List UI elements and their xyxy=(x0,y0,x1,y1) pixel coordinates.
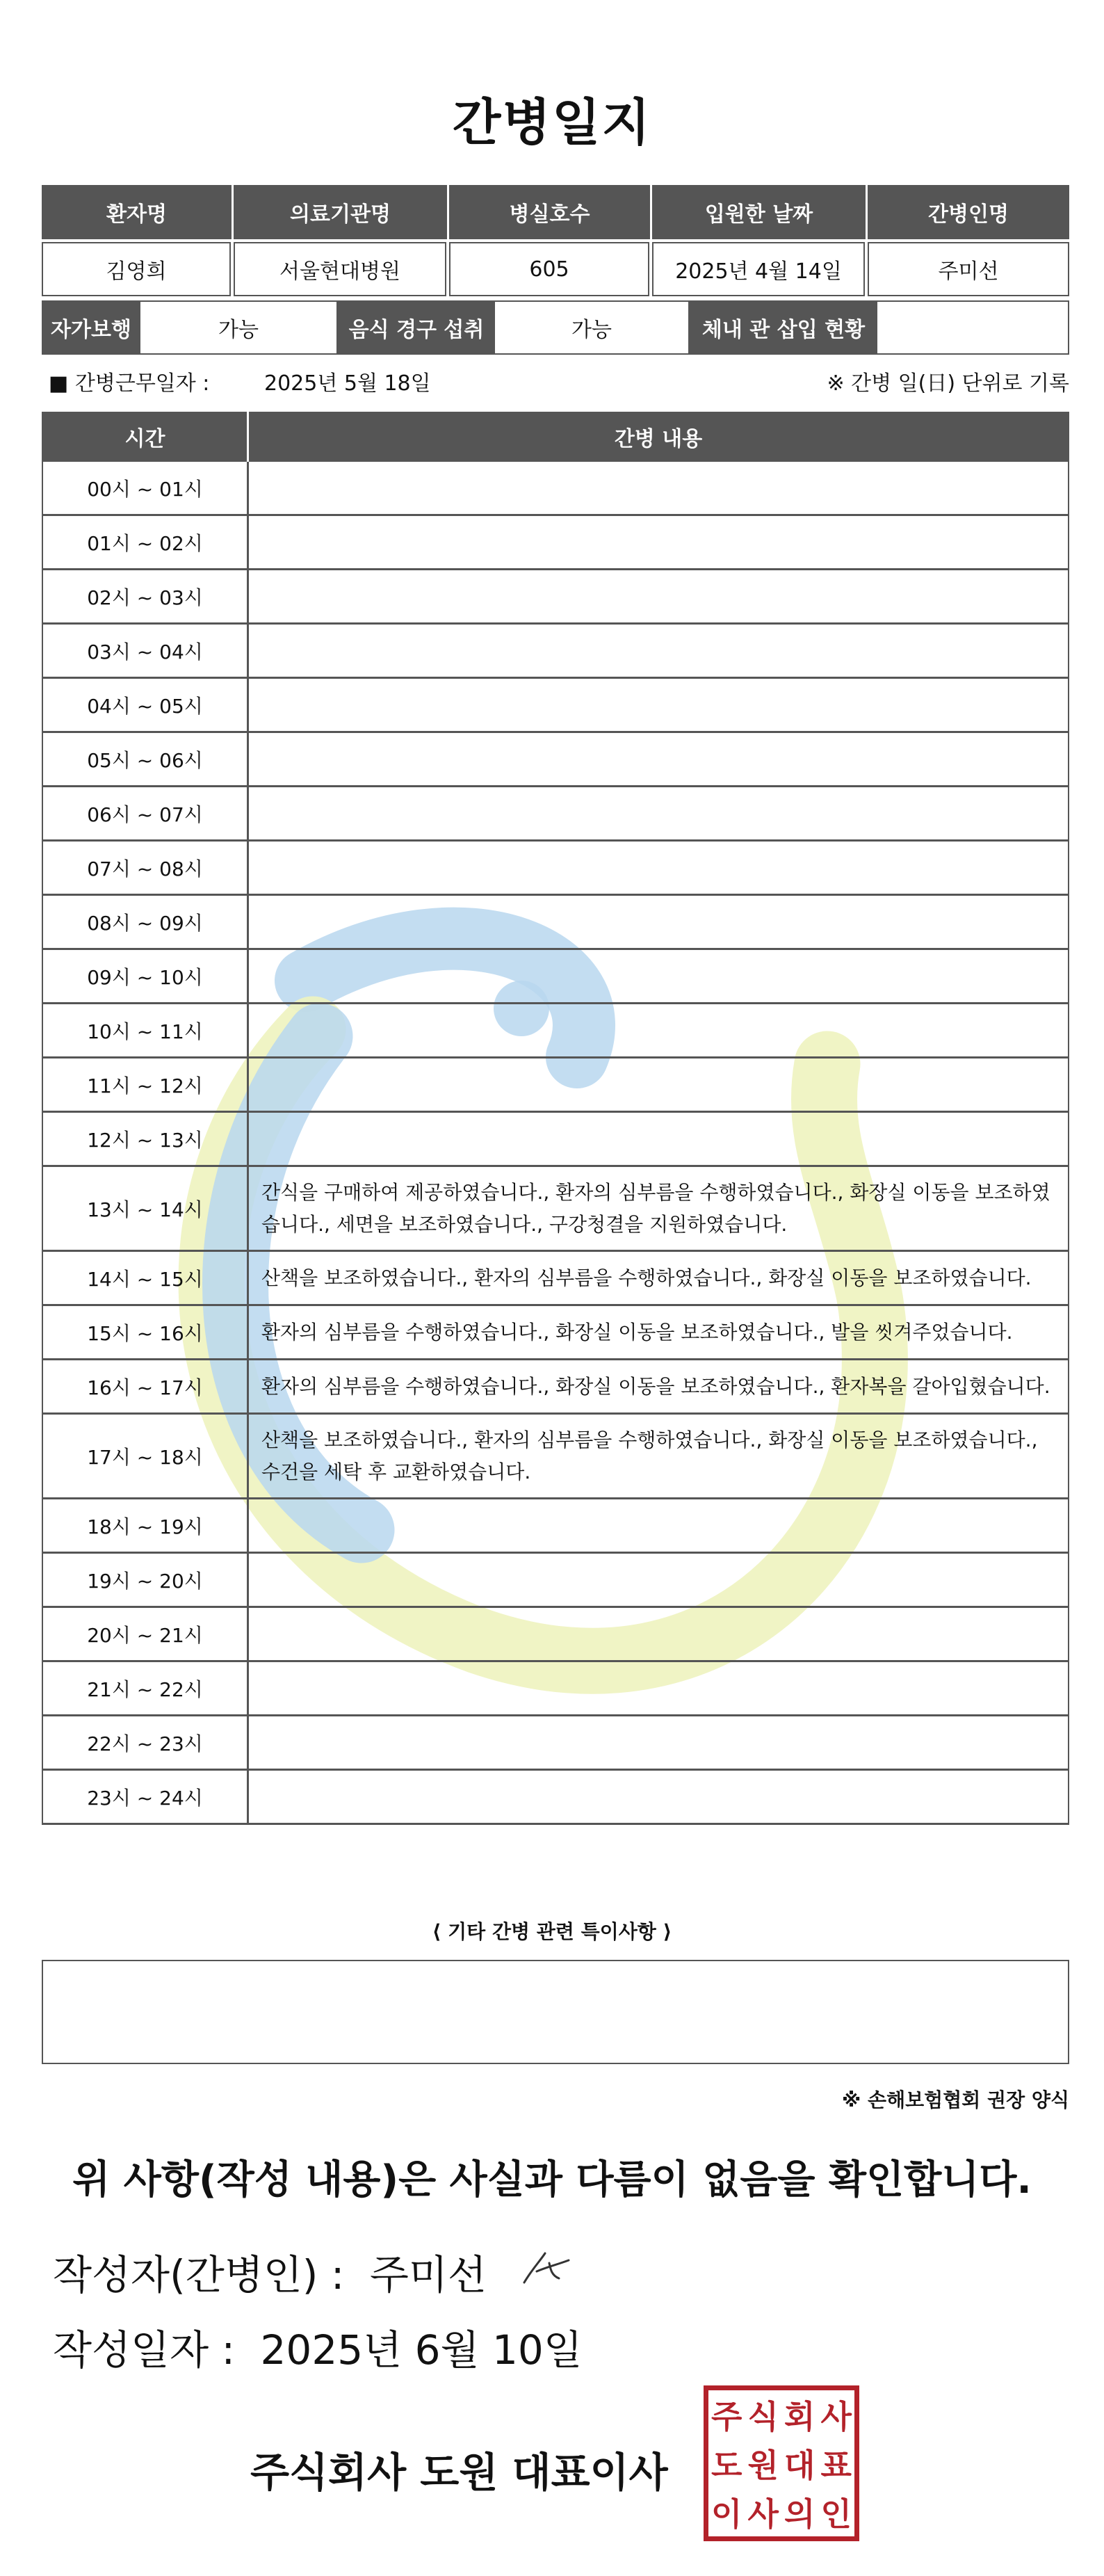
oral-intake-label: 음식 경구 섭취 xyxy=(338,300,495,355)
writer-line xyxy=(53,2242,487,2301)
write-date-value: 2025년 6월 10일 xyxy=(260,2326,583,2374)
room-number-header: 병실호수 xyxy=(449,185,652,239)
room-number-value: 605 xyxy=(449,242,649,296)
seal-character: 주 xyxy=(711,2398,742,2436)
schedule-time: 19시 ~ 20시 xyxy=(43,1554,249,1606)
schedule-time: 02시 ~ 03시 xyxy=(43,570,249,622)
special-notes-box xyxy=(42,1960,1069,2064)
company-representative: 주식회사 도원 대표이사 xyxy=(250,2449,668,2496)
schedule-row xyxy=(43,1662,1068,1716)
schedule-time: 10시 ~ 11시 xyxy=(43,1004,249,1056)
schedule-note xyxy=(249,733,1068,785)
schedule-time: 21시 ~ 22시 xyxy=(43,1662,249,1714)
schedule-row xyxy=(43,1415,1068,1499)
seal-character: 인 xyxy=(820,2495,852,2533)
schedule-header-row xyxy=(43,412,1068,462)
schedule-note: 간식을 구매하여 제공하였습니다., 환자의 심부름을 수행하였습니다., 화장실 이동을 보조하였습니다., 세면을 보조하였습니다., 구강청결을 지원하였습니다. xyxy=(261,1180,1050,1236)
work-date-value: 2025년 5월 18일 xyxy=(264,371,431,396)
schedule-time: 05시 ~ 06시 xyxy=(43,733,249,785)
schedule-time: 20시 ~ 21시 xyxy=(43,1608,249,1660)
schedule-row xyxy=(43,950,1068,1004)
schedule-note xyxy=(249,516,1068,568)
tube-status-label: 체내 관 삽입 현황 xyxy=(690,300,877,355)
confirmation-statement: 위 사항(작성 내용)은 사실과 다름이 없음을 확인합니다. xyxy=(72,2157,1032,2203)
schedule-row xyxy=(43,1608,1068,1662)
schedule-note xyxy=(249,1771,1068,1823)
admission-date-value: 2025년 4월 14일 xyxy=(652,242,865,296)
schedule-row xyxy=(43,1004,1068,1058)
schedule-row xyxy=(43,896,1068,950)
schedule-time: 09시 ~ 10시 xyxy=(43,950,249,1002)
schedule-time: 16시 ~ 17시 xyxy=(43,1360,249,1412)
schedule-row xyxy=(43,1113,1068,1167)
content-column-header: 간병 내용 xyxy=(614,427,703,451)
schedule-row xyxy=(43,1252,1068,1306)
schedule-row xyxy=(43,733,1068,787)
schedule-time: 04시 ~ 05시 xyxy=(43,679,249,731)
schedule-time: 12시 ~ 13시 xyxy=(43,1113,249,1165)
schedule-time: 06시 ~ 07시 xyxy=(43,787,249,839)
self-walk-label: 자가보행 xyxy=(42,300,140,355)
writer-name: 주미선 xyxy=(369,2251,487,2299)
schedule-note: 환자의 심부름을 수행하였습니다., 화장실 이동을 보조하였습니다., 발을 씻겨주었습니다. xyxy=(261,1320,1013,1344)
schedule-note xyxy=(249,787,1068,839)
daily-record-note: ※ 간병 일(日) 단위로 기록 xyxy=(827,371,1069,396)
recommended-form-note: ※ 손해보험협회 권장 양식 xyxy=(842,2088,1069,2111)
schedule-time: 00시 ~ 01시 xyxy=(43,462,249,514)
schedule-note: 환자의 심부름을 수행하였습니다., 화장실 이동을 보조하였습니다., 환자복을 갈아입혔습니다. xyxy=(261,1374,1050,1398)
schedule-row xyxy=(43,1771,1068,1825)
schedule-time: 18시 ~ 19시 xyxy=(43,1499,249,1552)
schedule-note xyxy=(249,679,1068,731)
schedule-time: 22시 ~ 23시 xyxy=(43,1716,249,1769)
signature-icon xyxy=(519,2248,574,2289)
schedule-time: 07시 ~ 08시 xyxy=(43,842,249,894)
schedule-note xyxy=(249,896,1068,948)
status-row xyxy=(42,300,1069,355)
seal-character: 의 xyxy=(784,2495,815,2533)
schedule-time: 14시 ~ 15시 xyxy=(43,1252,249,1304)
schedule-note xyxy=(249,842,1068,894)
schedule-time: 15시 ~ 16시 xyxy=(43,1306,249,1358)
schedule-note xyxy=(249,1058,1068,1111)
work-date-line xyxy=(42,366,1069,399)
hospital-name-header: 의료기관명 xyxy=(234,185,449,239)
schedule-note xyxy=(249,1499,1068,1552)
schedule-row xyxy=(43,1058,1068,1113)
schedule-note xyxy=(249,1113,1068,1165)
seal-character: 표 xyxy=(820,2447,852,2484)
schedule-row xyxy=(43,1499,1068,1554)
patient-name-header: 환자명 xyxy=(42,185,234,239)
schedule-row xyxy=(43,1716,1068,1771)
schedule-note xyxy=(249,1004,1068,1056)
write-date-line xyxy=(53,2317,583,2376)
schedule-row xyxy=(43,570,1068,625)
self-walk-value: 가능 xyxy=(140,300,338,355)
patient-name-value: 김영희 xyxy=(42,242,231,296)
schedule-row xyxy=(43,625,1068,679)
seal-character: 대 xyxy=(784,2447,815,2484)
patient-info-table xyxy=(42,185,1069,355)
info-header-row xyxy=(42,185,1069,239)
caregiver-name-header: 간병인명 xyxy=(868,185,1069,239)
care-schedule-table xyxy=(42,412,1069,1825)
schedule-row xyxy=(43,1554,1068,1608)
seal-character: 이 xyxy=(711,2495,742,2533)
schedule-note xyxy=(249,1554,1068,1606)
schedule-time: 08시 ~ 09시 xyxy=(43,896,249,948)
seal-character: 사 xyxy=(820,2398,852,2436)
tube-status-value xyxy=(877,300,1069,355)
write-date-label: 작성일자 : xyxy=(53,2326,236,2374)
seal-character: 원 xyxy=(747,2447,779,2484)
schedule-row xyxy=(43,787,1068,842)
seal-character: 사 xyxy=(747,2495,779,2533)
schedule-row xyxy=(43,1167,1068,1252)
schedule-note: 산책을 보조하였습니다., 환자의 심부름을 수행하였습니다., 화장실 이동을 보조하였습니다., 수건을 세탁 후 교환하였습니다. xyxy=(261,1428,1038,1483)
schedule-note xyxy=(249,1662,1068,1714)
special-notes-title: ⟨ 기타 간병 관련 특이사항 ⟩ xyxy=(432,1920,672,1943)
seal-character: 회 xyxy=(784,2398,815,2436)
schedule-note xyxy=(249,950,1068,1002)
schedule-row xyxy=(43,516,1068,570)
schedule-row xyxy=(43,679,1068,733)
schedule-note xyxy=(249,1716,1068,1769)
schedule-time: 01시 ~ 02시 xyxy=(43,516,249,568)
schedule-row xyxy=(43,1360,1068,1415)
admission-date-header: 입원한 날짜 xyxy=(652,185,868,239)
hospital-name-value: 서울현대병원 xyxy=(234,242,446,296)
schedule-time: 13시 ~ 14시 xyxy=(43,1167,249,1250)
writer-label: 작성자(간병인) : xyxy=(53,2251,345,2299)
schedule-body xyxy=(43,462,1068,1825)
time-column-header: 시간 xyxy=(43,412,249,462)
caregiver-name-value: 주미선 xyxy=(868,242,1069,296)
schedule-time: 17시 ~ 18시 xyxy=(43,1415,249,1497)
info-value-row xyxy=(42,242,1069,296)
work-date-label: ■ 간병근무일자 : xyxy=(49,371,210,396)
oral-intake-value: 가능 xyxy=(495,300,690,355)
schedule-time: 23시 ~ 24시 xyxy=(43,1771,249,1823)
page-title: 간병일지 xyxy=(452,93,652,152)
schedule-time: 03시 ~ 04시 xyxy=(43,625,249,677)
schedule-note xyxy=(249,570,1068,622)
schedule-note xyxy=(249,462,1068,514)
schedule-note: 산책을 보조하였습니다., 환자의 심부름을 수행하였습니다., 화장실 이동을 보조하였습니다. xyxy=(261,1266,1032,1289)
company-seal-stamp xyxy=(704,2385,859,2541)
schedule-row xyxy=(43,1306,1068,1360)
schedule-time: 11시 ~ 12시 xyxy=(43,1058,249,1111)
schedule-note xyxy=(249,625,1068,677)
seal-character: 도 xyxy=(711,2447,742,2484)
schedule-note xyxy=(249,1608,1068,1660)
seal-character: 식 xyxy=(747,2398,779,2436)
schedule-row xyxy=(43,842,1068,896)
schedule-row xyxy=(43,462,1068,516)
